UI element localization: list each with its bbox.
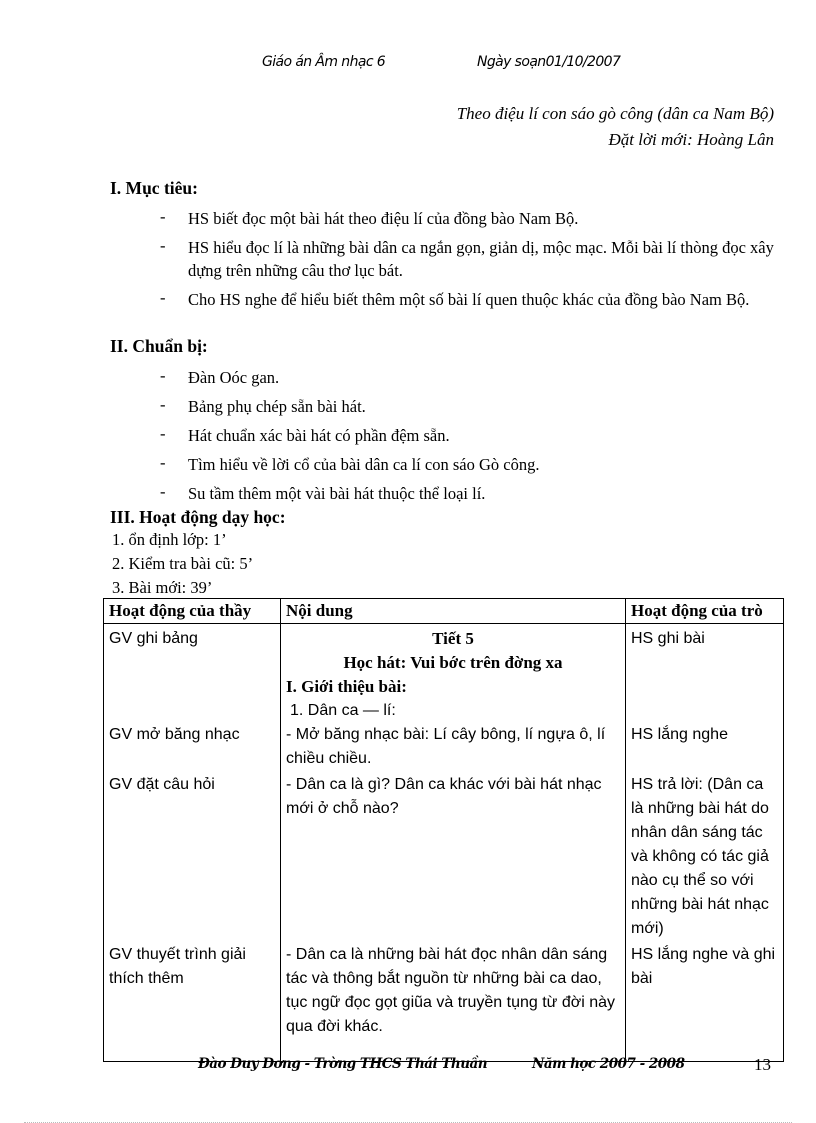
section-preparation-heading: II. Chuẩn bị: [110, 336, 208, 356]
activity-step: 3. Bài mới: 39’ [112, 578, 213, 597]
student-cell: HS lắng nghe và ghi bài [626, 941, 784, 1062]
table-row [104, 624, 784, 724]
page-number: 13 [754, 1055, 771, 1074]
lesson-number: Tiết 5 [432, 629, 474, 648]
col-student-header: Hoạt động của trò [626, 599, 784, 624]
footer-author: Đào Duy Dơng - Trờng THCS Thái Thuần [198, 1056, 488, 1072]
header-date: Ngày soạn01/10/2007 [477, 54, 621, 70]
table-row [104, 771, 784, 941]
header-subject: Giáo án Âm nhạc 6 [262, 54, 386, 70]
activity-step: 1. ổn định lớp: 1’ [112, 530, 227, 549]
teacher-cell: GV ghi bảng [104, 624, 281, 724]
teacher-cell: GV đặt câu hỏi [104, 771, 281, 941]
footer-school-year: Năm học 2007 - 2008 [532, 1056, 685, 1072]
teacher-cell: GV mở băng nhạc [104, 723, 281, 771]
student-cell: HS lắng nghe [626, 723, 784, 771]
student-cell: HS ghi bài [626, 624, 784, 724]
teacher-cell: GV thuyết trình giải thích thêm [104, 941, 281, 1062]
table-header-row [104, 599, 784, 624]
col-teacher-header: Hoạt động của thầy [104, 599, 281, 624]
intro-heading: I. Giới thiệu bài: [286, 677, 407, 696]
section-objectives-heading: I. Mục tiêu: [110, 178, 198, 198]
col-content-header: Nội dung [281, 599, 626, 624]
table-row [104, 941, 784, 1062]
song-title: Học hát: Vui bớc trên đờng xa [343, 653, 563, 672]
table-row [104, 723, 784, 771]
intro-subheading: 1. Dân ca — lí: [290, 702, 396, 719]
content-cell: - Mở băng nhạc bài: Lí cây bông, lí ngựa ô, lí chiều chiều. [281, 723, 626, 771]
content-cell [281, 624, 626, 724]
section-activities-heading: III. Hoạt động dạy học: [110, 507, 286, 527]
content-cell: - Dân ca là gì? Dân ca khác với bài hát nhạc mới ở chỗ nào? [281, 771, 626, 941]
lesson-table [103, 598, 784, 1062]
subtitle-origin: Theo điệu lí con sáo gò công (dân ca Nam Bộ) [456, 104, 774, 123]
content-cell: - Dân ca là những bài hát đọc nhân dân sáng tác và thông bắt nguồn từ những bài ca dao, tục ngữ đọc gọt giũa và truyền tụng từ đời này qua đời khác. [281, 941, 626, 1062]
subtitle-lyricist: Đặt lời mới: Hoàng Lân [608, 130, 774, 149]
activity-step: 2. Kiểm tra bài cũ: 5’ [112, 554, 254, 573]
student-cell: HS trả lời: (Dân ca là những bài hát do nhân dân sáng tác và không có tác giả nào cụ thể so với những bài hát nhạc mới) [626, 771, 784, 941]
